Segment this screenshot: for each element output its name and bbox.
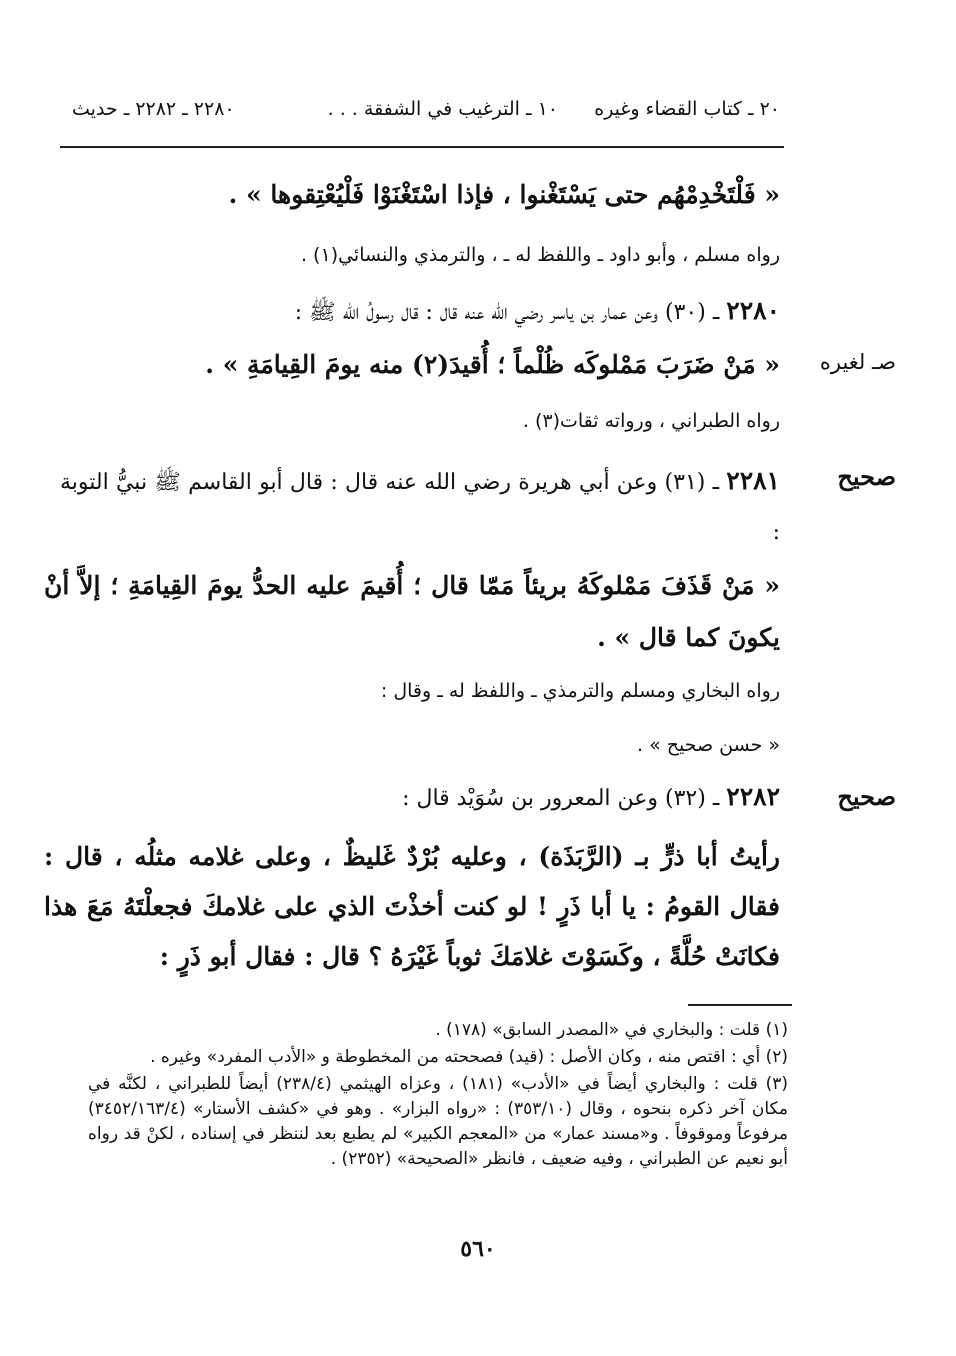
hadith-number: ٢٢٨٠ xyxy=(726,296,780,325)
page-number: ٥٦٠ xyxy=(460,1236,496,1262)
hadith-chain: ـ (٣١) وعن أبي هريرة رضي الله عنه قال : قال أبو القاسم ﷺ نبيُّ التوبة : xyxy=(60,470,780,545)
footnote-2: (٢) أي : اقتص منه ، وكان الأصل : (قيد) فصححته من المخطوطة و «الأدب المفرد» وغيره . xyxy=(150,1047,788,1067)
hadith-2280-source: رواه الطبراني ، ورواته ثقات(٣) . xyxy=(522,410,780,432)
grade-label: صحيح xyxy=(837,462,896,491)
hadith-2281-source: رواه البخاري ومسلم والترمذي ـ واللفظ له ـ وقال : xyxy=(380,680,780,702)
running-header-chapter xyxy=(328,98,780,120)
grade-label: صحيح xyxy=(837,782,896,811)
hadith-2281-intro xyxy=(60,456,780,558)
header-hadith-range: ٢٢٨٠ ـ ٢٢٨٢ ـ حديث xyxy=(72,98,235,120)
hadith-2281-grading: « حسن صحيح » . xyxy=(636,734,780,756)
header-section-title: ١٠ ـ الترغيب في الشفقة . . . xyxy=(327,98,558,120)
hadith-chain: ـ (٣٢) وعن المعرور بن سُوَيْد قال : xyxy=(402,786,720,811)
hadith-2281-matn: « مَنْ قَذَفَ مَمْلوكَهُ بريئاً مَمّا قال ؛ أُقيمَ عليه الحدُّ يومَ القِيامَةِ ؛ إلاَّ أنْ يكونَ كما قال » . xyxy=(44,571,780,652)
continuation-source: رواه مسلم ، وأبو داود ـ واللفظ له ـ ، والترمذي والنسائي(١) . xyxy=(300,244,780,266)
header-book-title: ٢٠ ـ كتاب القضاء وغيره xyxy=(594,98,780,120)
hadith-2280-matn: « مَنْ ضَرَبَ مَمْلوكَه ظُلْماً ؛ أُقيدَ(٢) منه يومَ القِيامَةِ » . xyxy=(205,350,780,379)
grade-label: صـ لغيره xyxy=(819,350,896,374)
hadith-number: ٢٢٨١ xyxy=(726,466,780,495)
hadith-chain: ـ (٣٠) وعن عمار بن ياسر رضي الله عنه قال : قال رسولُ الله ﷺ : xyxy=(294,300,720,325)
footnote-divider xyxy=(688,1004,792,1006)
continuation-matn: « فَلْتَخْدِمْهُم حتى يَسْتَغْنوا ، فإذا اسْتَغْنَوْا فَلْيُعْتِقوها » . xyxy=(228,180,780,209)
hadith-2282-intro xyxy=(402,782,780,811)
hadith-number: ٢٢٨٢ xyxy=(726,782,780,811)
footnote-3: (٣) قلت : والبخاري أيضاً في «الأدب» (١٨١) ، وعزاه الهيثمي (٢٣٨/٤) أيضاً للطبراني ، لكنَّه في مكان آخر ذكره بنحوه ، وقال (٣٥٣/١٠) : «رواه البزار» . وهو في «كشف الأستار» (٣٤٥٢/١٦٣/٤) مرفوعاً وموقوفاً . و«مسند عمار» من «المعجم الكبير» لم يطبع بعد لننظر في إسناده ، لكنْ قد رواه أبو نعيم عن الطبراني ، وفيه ضعيف ، فانظر «الصحيحة» (٢٣٥٢) . xyxy=(88,1074,789,1169)
header-divider xyxy=(60,146,784,148)
hadith-2282-matn: رأيتُ أبا ذرٍّ بـ (الرَّبَذَة) ، وعليه بُرْدٌ غَليظٌ ، وعلى غلامه مثلُه ، قال : فقال القومُ : يا أبا ذَرٍ ! لو كنت أخذْتَ الذي على غلامكَ فجعلْتَهُ مَعَ هذا فكانَتْ حُلَّةً ، وكَسَوْتَ غلامَكَ ثوباً غَيْرَهُ ؟ قال : فقال أبو ذَرٍ : xyxy=(44,842,780,971)
hadith-2280-intro xyxy=(295,296,780,330)
footnote-1: (١) قلت : والبخاري في «المصدر السابق» (١٧٨) . xyxy=(435,1020,788,1040)
